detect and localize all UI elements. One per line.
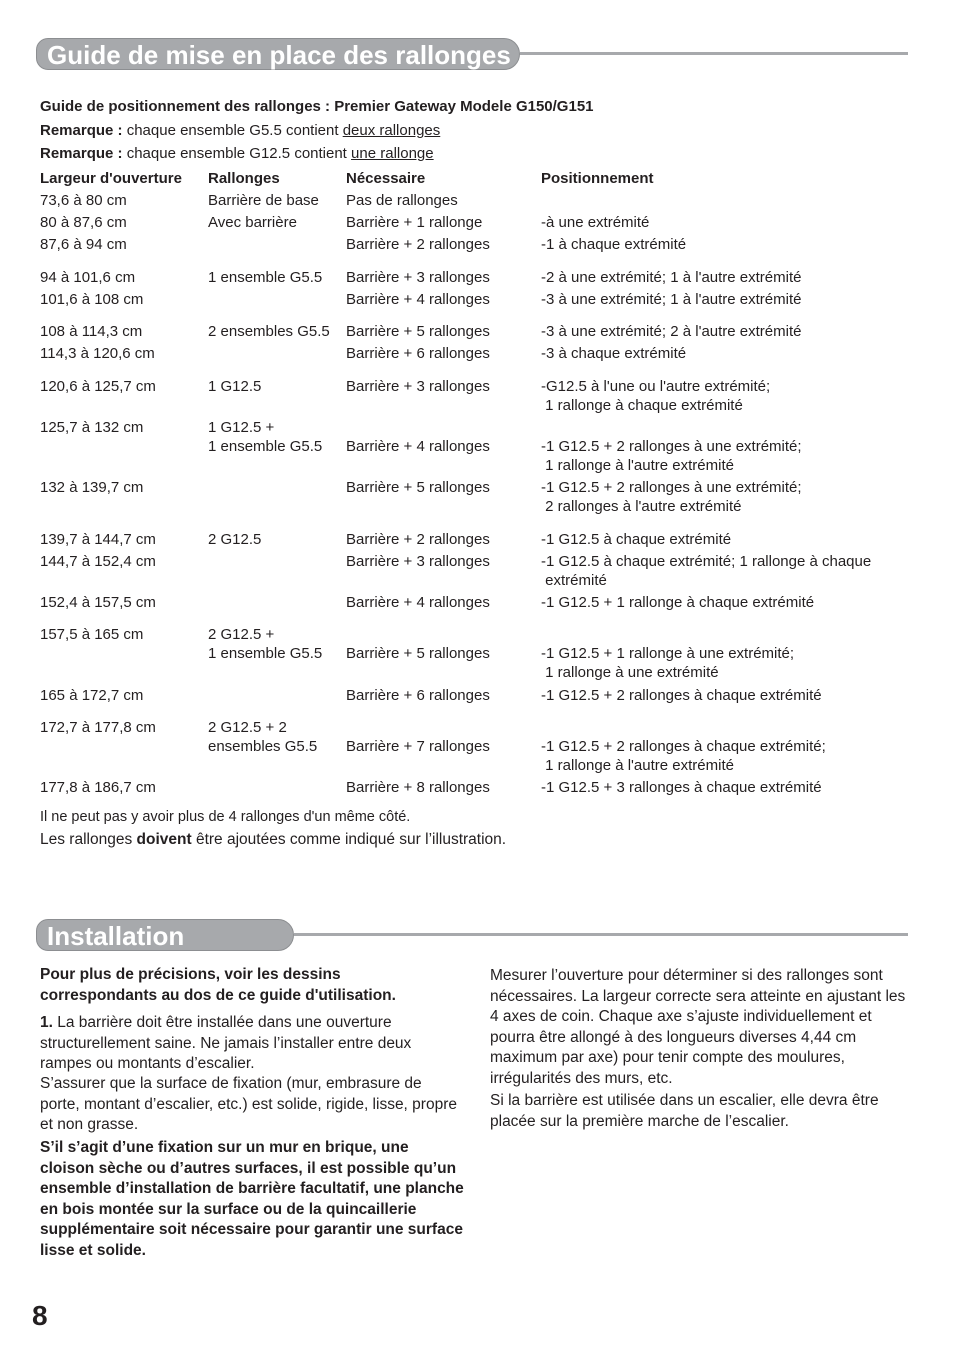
table-cell: -3 à une extrémité; 2 à l'autre extrémité xyxy=(541,323,802,340)
table-cell: 1 G12.5 xyxy=(208,378,262,395)
table-cell: Barrière + 4 rallonges xyxy=(346,594,490,611)
note-emphasis: une rallonge xyxy=(351,145,434,162)
table-cell: Barrière + 5 rallonges xyxy=(346,645,490,662)
table-cell: 120,6 à 125,7 cm xyxy=(40,378,156,395)
table-cell: 87,6 à 94 cm xyxy=(40,236,127,253)
table-cell: -1 G12.5 + 2 rallonges à une extrémité; 1 rallonge à l'autre extrémité xyxy=(541,438,802,474)
surface-text: S’assurer que la surface de fixation (mur, embrasure de porte, montant d’escalier, etc.) est solide, rigide, lisse, propre et non grasse. xyxy=(40,1075,457,1133)
table-cell: -G12.5 à l'une ou l'autre extrémité; 1 rallonge à chaque extrémité xyxy=(541,378,771,414)
table-cell: 2 G12.5 + 1 ensemble G5.5 xyxy=(208,626,323,662)
table-cell: 108 à 114,3 cm xyxy=(40,323,143,340)
table-cell: Barrière + 8 rallonges xyxy=(346,779,490,796)
table-cell: Barrière + 3 rallonges xyxy=(346,553,490,570)
column-header: Largeur d'ouverture xyxy=(40,170,182,187)
table-cell: 165 à 172,7 cm xyxy=(40,687,144,704)
table-cell: Barrière + 3 rallonges xyxy=(346,269,490,286)
table-cell: -1 G12.5 + 2 rallonges à une extrémité; 2 rallonges à l'autre extrémité xyxy=(541,479,802,515)
table-cell: -1 G12.5 à chaque extrémité; 1 rallonge à chaque extrémité xyxy=(541,553,872,589)
footnote: Il ne peut pas y avoir plus de 4 rallonges d'un même côté. xyxy=(40,809,411,825)
table-cell: 125,7 à 132 cm xyxy=(40,419,144,436)
note-label: Remarque : xyxy=(40,122,123,139)
section-rule xyxy=(520,52,908,55)
note-emphasis: deux rallonges xyxy=(342,122,441,139)
column-header: Nécessaire xyxy=(346,170,426,187)
section-heading-rallonges xyxy=(36,38,908,72)
rule-text: Les rallonges xyxy=(40,831,137,848)
table-cell: -1 G12.5 + 3 rallonges à chaque extrémité xyxy=(541,779,822,796)
note-g55 xyxy=(40,121,440,141)
table-cell: -1 G12.5 + 1 rallonge à une extrémité; 1 rallonge à une extrémité xyxy=(541,645,795,681)
step-1 xyxy=(40,1013,460,1075)
table-cell: Barrière + 7 rallonges xyxy=(346,738,490,755)
section-title: Installation xyxy=(36,919,294,951)
warning-text: S’il s’agit d’une fixation sur un mur en brique, une cloison sèche ou d’autres surfaces, il est possible qu’un ensemble d’installation de barrière facultatif, une planche en bois montée sur la surface ou de la quincaillerie supplémentaire soit nécessaire pour garantir une surface lisse et solide. xyxy=(40,1139,464,1259)
table-cell: Avec barrière xyxy=(208,214,297,231)
table-cell: 2 G12.5 xyxy=(208,531,262,548)
note-g125 xyxy=(40,144,434,164)
table-cell: -1 G12.5 + 2 rallonges à chaque extrémité xyxy=(541,687,822,704)
table-cell: -3 à une extrémité; 1 à l'autre extrémité xyxy=(541,291,802,308)
table-cell: Barrière + 4 rallonges xyxy=(346,291,490,308)
note-text: chaque ensemble G5.5 contient xyxy=(122,122,343,139)
rule-text: être ajoutées comme indiqué sur l’illustration. xyxy=(191,831,507,848)
table-cell: Barrière + 6 rallonges xyxy=(346,687,490,704)
page-number: 8 xyxy=(32,1300,48,1331)
table-cell: 80 à 87,6 cm xyxy=(40,214,127,231)
table-cell: 177,8 à 186,7 cm xyxy=(40,779,156,796)
table-cell: 139,7 à 144,7 cm xyxy=(40,531,156,548)
table-cell: Pas de rallonges xyxy=(346,192,458,209)
table-cell: Barrière + 6 rallonges xyxy=(346,345,490,362)
table-cell: -1 à chaque extrémité xyxy=(541,236,687,253)
table-cell: Barrière + 1 rallonge xyxy=(346,214,483,231)
column-header: Rallonges xyxy=(208,170,280,187)
table-cell: 2 G12.5 + 2 ensembles G5.5 xyxy=(208,719,318,755)
section-title: Guide de mise en place des rallonges xyxy=(36,38,520,70)
section-heading-installation xyxy=(36,919,908,953)
table-cell: -2 à une extrémité; 1 à l'autre extrémité xyxy=(541,269,802,286)
rule-emphasis: doivent xyxy=(136,831,192,848)
table-cell: 157,5 à 165 cm xyxy=(40,626,144,643)
table-cell: 114,3 à 120,6 cm xyxy=(40,345,155,362)
table-cell: 1 G12.5 + 1 ensemble G5.5 xyxy=(208,419,323,455)
table-cell: Barrière + 2 rallonges xyxy=(346,531,490,548)
table-cell: 94 à 101,6 cm xyxy=(40,269,136,286)
section-rule xyxy=(294,933,908,936)
table-cell: Barrière + 4 rallonges xyxy=(346,438,490,455)
table-cell: 132 à 139,7 cm xyxy=(40,479,144,496)
measure-text: Mesurer l’ouverture pour déterminer si des rallonges sont nécessaires. La largeur correcte sera atteinte en ajustant les 4 axes de coin. Chaque axe s’ajuste individuellement et pourra être allongé à des longueurs diverses 4,44 cm maximum par axe) pour tenir compte des moulures, irrégularités des murs, etc. xyxy=(490,967,906,1087)
table-cell: Barrière + 3 rallonges xyxy=(346,378,490,395)
table-cell: 1 ensemble G5.5 xyxy=(208,269,323,286)
step-number: 1. xyxy=(40,1014,53,1031)
table-cell: Barrière + 5 rallonges xyxy=(346,323,490,340)
table-cell: 101,6 à 108 cm xyxy=(40,291,144,308)
table-subtitle: Guide de positionnement des rallonges : Premier Gateway Modele G150/G151 xyxy=(40,98,594,115)
table-cell: Barrière de base xyxy=(208,192,319,209)
table-cell: -3 à chaque extrémité xyxy=(541,345,687,362)
note-label: Remarque : xyxy=(40,145,123,162)
table-cell: -1 G12.5 à chaque extrémité xyxy=(541,531,732,548)
table-cell: -1 G12.5 + 2 rallonges à chaque extrémité; 1 rallonge à l'autre extrémité xyxy=(541,738,826,774)
stairs-text: Si la barrière est utilisée dans un escalier, elle devra être placée sur la première marche de l’escalier. xyxy=(490,1092,879,1130)
intro-text: Pour plus de précisions, voir les dessins correspondants au dos de ce guide d'utilisation. xyxy=(40,966,396,1004)
table-cell: -1 G12.5 + 1 rallonge à chaque extrémité xyxy=(541,594,815,611)
table-cell: 2 ensembles G5.5 xyxy=(208,323,330,340)
step-text: La barrière doit être installée dans une ouverture structurellement saine. Ne jamais l’installer entre deux rampes ou montants d’escalier. xyxy=(40,1014,412,1072)
table-cell: Barrière + 5 rallonges xyxy=(346,479,490,496)
illustration-rule xyxy=(40,830,506,850)
table-cell: 152,4 à 157,5 cm xyxy=(40,594,156,611)
table-cell: 73,6 à 80 cm xyxy=(40,192,127,209)
table-cell: -à une extrémité xyxy=(541,214,650,231)
table-cell: Barrière + 2 rallonges xyxy=(346,236,490,253)
note-text: chaque ensemble G12.5 contient xyxy=(122,145,352,162)
table-cell: 172,7 à 177,8 cm xyxy=(40,719,156,736)
column-header: Positionnement xyxy=(541,170,654,187)
table-cell: 144,7 à 152,4 cm xyxy=(40,553,156,570)
